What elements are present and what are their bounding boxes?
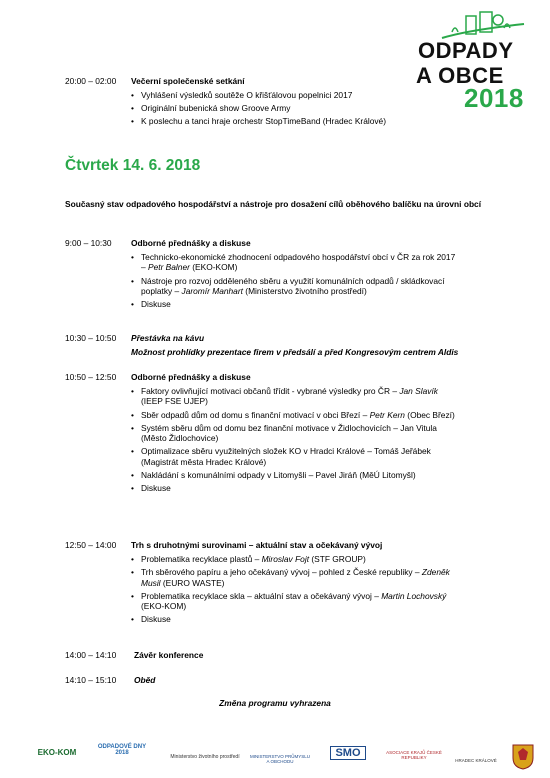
- list-item: • Problematika recyklace plastů – Miroslav Fojt (STF GROUP): [131, 554, 461, 564]
- list-item: • Diskuse: [131, 483, 461, 493]
- mpo-logo: MINISTERSTVO PRŮMYSLU A OBCHODU: [250, 754, 311, 764]
- speaker: Jaromír Manhart: [181, 286, 243, 297]
- smo-logo: SMO: [330, 746, 366, 760]
- pause-note: Možnost prohlídky prezentace firem v předsálí a před Kongresovým centrem Aldis: [131, 347, 459, 357]
- evening-title: Večerní společenské setkání: [131, 76, 245, 86]
- speaker: Miroslav Fojt: [261, 554, 310, 564]
- lunch-time: 14:10 – 15:10: [65, 675, 117, 685]
- list-item: • Sběr odpadů dům od domu s finanční motivací v obci Březí – Petr Kern (Obec Březí): [131, 410, 461, 420]
- speaker: Petr Kern: [369, 409, 405, 420]
- s1-list: [131, 252, 461, 312]
- pause-title: Přestávka na kávu: [131, 333, 205, 343]
- pause-time: 10:30 – 10:50: [65, 333, 117, 343]
- hradec-kralove-logo: HRADEC KRÁLOVÉ: [455, 758, 497, 763]
- speaker: Martin Lochovský: [381, 590, 447, 601]
- speaker: Petr Balner: [148, 262, 190, 273]
- end-time: 14:00 – 14:10: [65, 650, 117, 660]
- list-item: • Originální bubenická show Groove Army: [131, 103, 461, 113]
- list-item: • Trh sběrového papíru a jeho očekávaný vývoj – pohled z České republiky – Zdeněk Musil (EURO WASTE): [131, 567, 461, 588]
- odpadove-dny-logo: ODPADOVÉ DNY 2018: [97, 744, 147, 756]
- list-item: • Faktory ovlivňující motivaci občanů třídit - vybrané výsledky pro ČR – Jan Slavík (IEEP FSE UJEP): [131, 386, 461, 407]
- list-item: • Optimalizace sběru využitelných složek KO v Hradci Králové – Tomáš Jeřábek (Magistrát města Hradec Králové): [131, 446, 461, 467]
- evening-list: [131, 90, 461, 130]
- mzp-logo: Ministerstvo životního prostředí: [170, 754, 240, 760]
- list-item: • Nástroje pro rozvoj odděleného sběru a využití komunálních odpadů / skládkovací poplatky – Jaromír Manhart (Ministerstvo životního prostředí): [131, 276, 461, 297]
- s1-time: 9:00 – 10:30: [65, 238, 112, 248]
- s3-title: Trh s druhotnými surovinami – aktuální stav a očekávaný vývoj: [131, 540, 383, 550]
- evening-time: 20:00 – 02:00: [65, 76, 117, 86]
- coat-of-arms-icon: [512, 744, 534, 770]
- asociace-kraju-logo: ASOCIACE KRAJŮ ČESKÉ REPUBLIKY: [386, 750, 442, 760]
- list-item: • Problematika recyklace skla – aktuální stav a očekávaný vývoj – Martin Lochovský (EKO-KOM): [131, 591, 461, 612]
- list-item: • Nakládání s komunálními odpady v Litomyšli – Pavel Jiráň (MěÚ Litomyšl): [131, 470, 461, 480]
- s3-time: 12:50 – 14:00: [65, 540, 117, 550]
- day-title: Čtvrtek 14. 6. 2018: [65, 157, 201, 174]
- list-item: • Diskuse: [131, 299, 461, 309]
- list-item: • Diskuse: [131, 614, 461, 624]
- list-item: • K poslechu a tanci hraje orchestr StopTimeBand (Hradec Králové): [131, 116, 461, 126]
- logo-line1: ODPADY: [418, 38, 514, 63]
- speaker: Zdeněk Musil: [141, 567, 450, 588]
- logo-year: 2018: [464, 83, 524, 113]
- list-item: • Vyhlášení výsledků soutěže O křišťálovou popelnici 2017: [131, 90, 461, 100]
- s1-title: Odborné přednášky a diskuse: [131, 238, 251, 248]
- list-item: • Systém sběru dům od domu bez finanční motivace v Židlochovicích – Jan Vitula (Město Židlochovice): [131, 423, 461, 444]
- s3-list: [131, 554, 461, 628]
- list-item: • Technicko-ekonomické zhodnocení odpadového hospodářství obcí v ČR za rok 2017 – Petr Balner (EKO-KOM): [131, 252, 461, 273]
- s2-time: 10:50 – 12:50: [65, 372, 117, 382]
- end-title: Závěr konference: [134, 650, 204, 660]
- program-change-note: Změna programu vyhrazena: [219, 698, 331, 708]
- logo-line2: A OBCE: [416, 63, 504, 88]
- speaker: Jan Slavík: [399, 386, 438, 396]
- partner-logos: [0, 740, 550, 774]
- topic-heading: Současný stav odpadového hospodářství a nástroje pro dosažení cílů oběhového balíčku na úrovni obcí: [65, 199, 482, 209]
- eko-kom-logo: EKO-KOM: [37, 748, 77, 757]
- lunch-title: Oběd: [134, 675, 156, 685]
- s2-title: Odborné přednášky a diskuse: [131, 372, 251, 382]
- s2-list: [131, 386, 461, 496]
